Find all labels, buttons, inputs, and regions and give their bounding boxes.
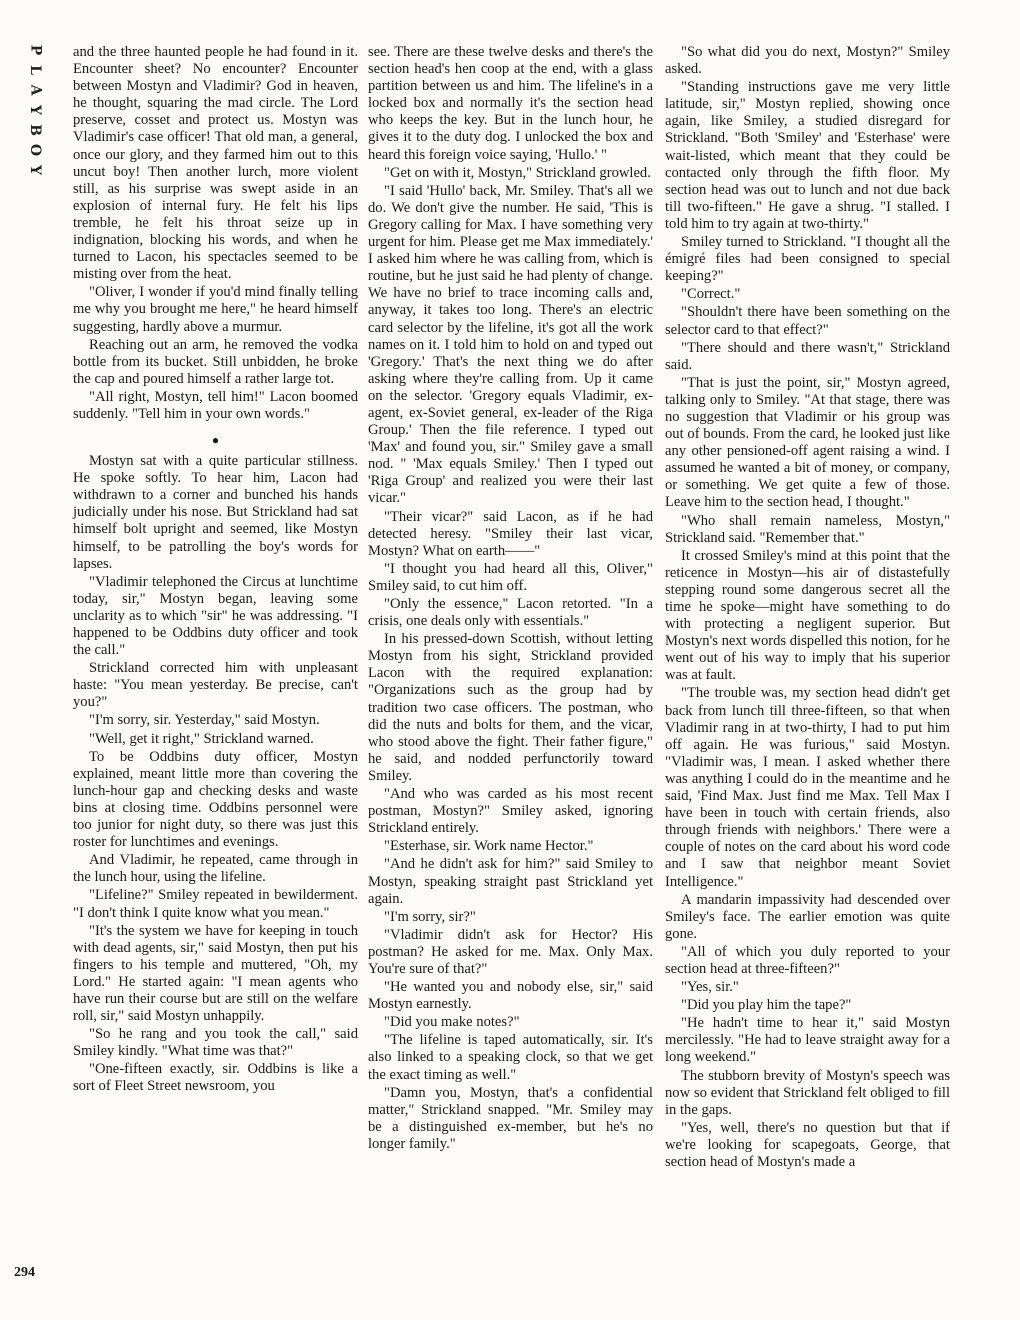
paragraph: "There should and there wasn't," Strickland said. <box>665 339 950 373</box>
paragraph: A mandarin impassivity had descended over Smiley's face. The earlier emotion was quite gone. <box>665 891 950 942</box>
masthead-playboy <box>22 40 48 180</box>
paragraph: "He hadn't time to hear it," said Mostyn mercilessly. "He had to leave straight away for a long weekend." <box>665 1015 950 1066</box>
paragraph: "Yes, sir." <box>681 979 739 996</box>
paragraph: In his pressed-down Scottish, without letting Mostyn from his sight, Strickland provided Lacon with the required explanation: "Organizations such as the group had by tradition two case officers. The postman, who did the nuts and bolts for them, and the vicar, who stood above the fight. Their father figure," he said, and nodded perfunctorily toward Smiley. <box>368 631 653 784</box>
masthead-letter: Y <box>27 105 43 115</box>
masthead-letter: B <box>27 124 43 136</box>
paragraph: Mostyn sat with a quite particular stillness. He spoke softly. To hear him, Lacon had withdrawn to a corner and bunched his hands judicially under his nose. But Strickland had sat himself bolt upright and seemed, like Mostyn himself, to be patrolling the boy's words for lapses. <box>73 453 358 572</box>
paragraph: "Who shall remain nameless, Mostyn," Strickland said. "Remember that." <box>665 512 950 546</box>
paragraph: "Their vicar?" said Lacon, as if he had detected heresy. "Smiley their last vicar, Mostyn? What on earth——" <box>368 508 653 559</box>
paragraph: "One-fifteen exactly, sir. Oddbins is like a sort of Fleet Street newsroom, you <box>73 1061 358 1095</box>
paragraph: "He wanted you and nobody else, sir," said Mostyn earnestly. <box>368 979 653 1013</box>
text-column-1 <box>73 44 358 1096</box>
paragraph: "So what did you do next, Mostyn?" Smiley asked. <box>665 44 950 78</box>
paragraph: "Did you make notes?" <box>384 1014 520 1031</box>
paragraph: "I thought you had heard all this, Oliver," Smiley said, to cut him off. <box>368 560 653 594</box>
paragraph: and the three haunted people he had found in it. Encounter sheet? No encounter? Encounter between Mostyn and Vladimir? God in heaven, he thought, squaring the mad circle. The Lord preserve, cosset and protect us. Mostyn was Vladimir's case officer! That old man, a general, once our glory, and they farmed him out to this uncut boy! Then another lurch, more violent still, as his surprise was swept aside in an explosion of internal fury. He felt his lips tremble, he felt his throat seize up in indignation, blocking his words, and when he turned to Lacon, his spectacles seemed to be misting over from the heat. <box>73 44 358 283</box>
paragraph: Strickland corrected him with unpleasant haste: "You mean yesterday. Be precise, can't you?" <box>73 660 358 711</box>
paragraph: "And who was carded as his most recent postman, Mostyn?" Smiley asked, ignoring Strickland entirely. <box>368 786 653 837</box>
text-column-2 <box>368 44 653 1153</box>
paragraph: "Get on with it, Mostyn," Strickland growled. <box>384 164 651 181</box>
paragraph: "Only the essence," Lacon retorted. "In a crisis, one deals only with essentials." <box>368 596 653 630</box>
paragraph: "Shouldn't there have been something on the selector card to that effect?" <box>665 304 950 338</box>
paragraph: "I'm sorry, sir. Yesterday," said Mostyn. <box>89 712 320 729</box>
paragraph: "It's the system we have for keeping in touch with dead agents, sir," said Mostyn, then put his fingers to his temple and muttered, "Oh, my Lord." He started again: "I mean agents who have run their course but are still on the welfare roll, sir," said Mostyn unhappily. <box>73 922 358 1025</box>
paragraph: The stubborn brevity of Mostyn's speech was now so evident that Strickland felt obliged to fill in the gaps. <box>665 1067 950 1118</box>
masthead-letter: O <box>26 143 43 157</box>
paragraph: "The lifeline is taped automatically, sir. It's also linked to a speaking clock, so that we get the exact timing as well." <box>368 1032 653 1083</box>
paragraph: "Vladimir didn't ask for Hector? His postman? He asked for me. Max. Only Max. You're sure of that?" <box>368 926 653 977</box>
section-separator: ● <box>211 433 220 448</box>
paragraph: "So he rang and you took the call," said Smiley kindly. "What time was that?" <box>73 1026 358 1060</box>
paragraph: "And he didn't ask for him?" said Smiley to Mostyn, speaking straight past Strickland yet again. <box>368 856 653 907</box>
paragraph: "Vladimir telephoned the Circus at lunchtime today, sir," Mostyn began, leaving some unclarity as to which "sir" he was addressing. "I happened to be Oddbins duty officer and took the call." <box>73 573 358 659</box>
paragraph: "Did you play him the tape?" <box>681 997 852 1014</box>
paragraph: "The trouble was, my section head didn't get back from lunch till three-fifteen, so that when Vladimir rang in at two-thirty, I had to put him off again. He was furious," said Mostyn. "Vladimir was, I mean. I asked whether there was anything I could do in the meantime and he said, 'Find Max. Just find me Max. Tell Max I have been in touch with certain friends, also through friends with neighbors.' There were a couple of notes on the card about his word code and I saw that neighbor meant Soviet Intelligence." <box>665 685 950 890</box>
paragraph: "Lifeline?" Smiley repeated in bewilderment. "I don't think I quite know what you mean." <box>73 887 358 921</box>
text-column-3 <box>665 44 950 1171</box>
paragraph: It crossed Smiley's mind at this point that the reticence in Mostyn—his air of distastefully stepping round some dangerous secret all the time he spoke—might have something to do with protecting a negligent superior. But Mostyn's next words dispelled this notion, for he went out of his way to imply that his superior was at fault. <box>665 547 950 684</box>
masthead-letter: Y <box>27 165 43 175</box>
paragraph: "Correct." <box>681 286 741 303</box>
paragraph: "All of which you duly reported to your section head at three-fifteen?" <box>665 943 950 977</box>
page-number: 294 <box>14 1265 35 1280</box>
paragraph: see. There are these twelve desks and there's the section head's hen coop at the end, with a glass partition between us and him. The lifeline's in a locked box and normally it's the section head who keeps the key. But in the lunch hour, he gives it to the duty dog. I unlocked the box and heard this foreign voice saying, 'Hullo.' " <box>368 44 653 163</box>
masthead-letter: L <box>27 65 43 75</box>
paragraph: "I said 'Hullo' back, Mr. Smiley. That's all we do. We don't give the number. He said, 'This is Gregory calling for Max. I have something very urgent for him. Please get me Max immediately.' I asked him where he was calling from, which is routine, but he just said he had plenty of change. We have no brief to trace incoming calls and, anyway, it takes too long. There's an electric card selector by the lifeline, it's got all the work names on it. I told him to hold on and typed out 'Gregory.' That's the next thing we do after asking where they're calling from. Up it came on the selector. 'Gregory equals Vladimir, ex-agent, ex-Soviet general, ex-leader of the Riga Group.' Then the file reference. I typed out 'Max' and found you, sir." Smiley gave a small nod. " 'Max equals Smiley.' Then I typed out 'Riga Group' and realized you were their last vicar." <box>368 182 653 507</box>
paragraph: "Damn you, Mostyn, that's a confidential matter," Strickland snapped. "Mr. Smiley may be a distinguished ex-member, but he's no longer family." <box>368 1084 653 1152</box>
paragraph: "Esterhase, sir. Work name Hector." <box>384 838 594 855</box>
paragraph: "Yes, well, there's no question but that if we're looking for scapegoats, George, that section head of Mostyn's made a <box>665 1119 950 1170</box>
paragraph: "I'm sorry, sir?" <box>384 908 476 925</box>
masthead-letter: P <box>27 44 43 56</box>
paragraph: "Well, get it right," Strickland warned. <box>89 730 314 747</box>
paragraph: "Oliver, I wonder if you'd mind finally telling me why you brought me here," he heard himself suggesting, hardly above a murmur. <box>73 284 358 335</box>
paragraph: Smiley turned to Strickland. "I thought all the émigré files had been consigned to special keeping?" <box>665 234 950 285</box>
paragraph: And Vladimir, he repeated, came through in the lunch hour, using the lifeline. <box>73 852 358 886</box>
paragraph: "All right, Mostyn, tell him!" Lacon boomed suddenly. "Tell him in your own words." <box>73 388 358 422</box>
masthead-letter: A <box>27 84 43 96</box>
paragraph: Reaching out an arm, he removed the vodka bottle from its bucket. Still unbidden, he broke the cap and poured himself a rather large tot. <box>73 336 358 387</box>
paragraph: To be Oddbins duty officer, Mostyn explained, meant little more than covering the lunch-hour gap and checking desks and waste bins at closing time. Oddbins personnel were too junior for night duty, so there was just this roster for lunchtimes and evenings. <box>73 748 358 851</box>
paragraph: "Standing instructions gave me very little latitude, sir," Mostyn replied, showing once again, like Smiley, a studied disregard for Strickland. "Both 'Smiley' and 'Esterhase' were wait-listed, which meant that they could be contacted only through the fifth floor. My section head was out to lunch and not due back till two-fifteen." He gave a shrug. "I stalled. I told him to try again at two-thirty." <box>665 79 950 232</box>
paragraph: "That is just the point, sir," Mostyn agreed, talking only to Smiley. "At that stage, there was no suggestion that Vladimir or his group was out of bounds. From the card, he looked just like any other pensioned-off agent raising a wind. I assumed he wanted a bit of money, or company, or something. We get quite a few of those. Leave him to the section head, I thought." <box>665 374 950 511</box>
